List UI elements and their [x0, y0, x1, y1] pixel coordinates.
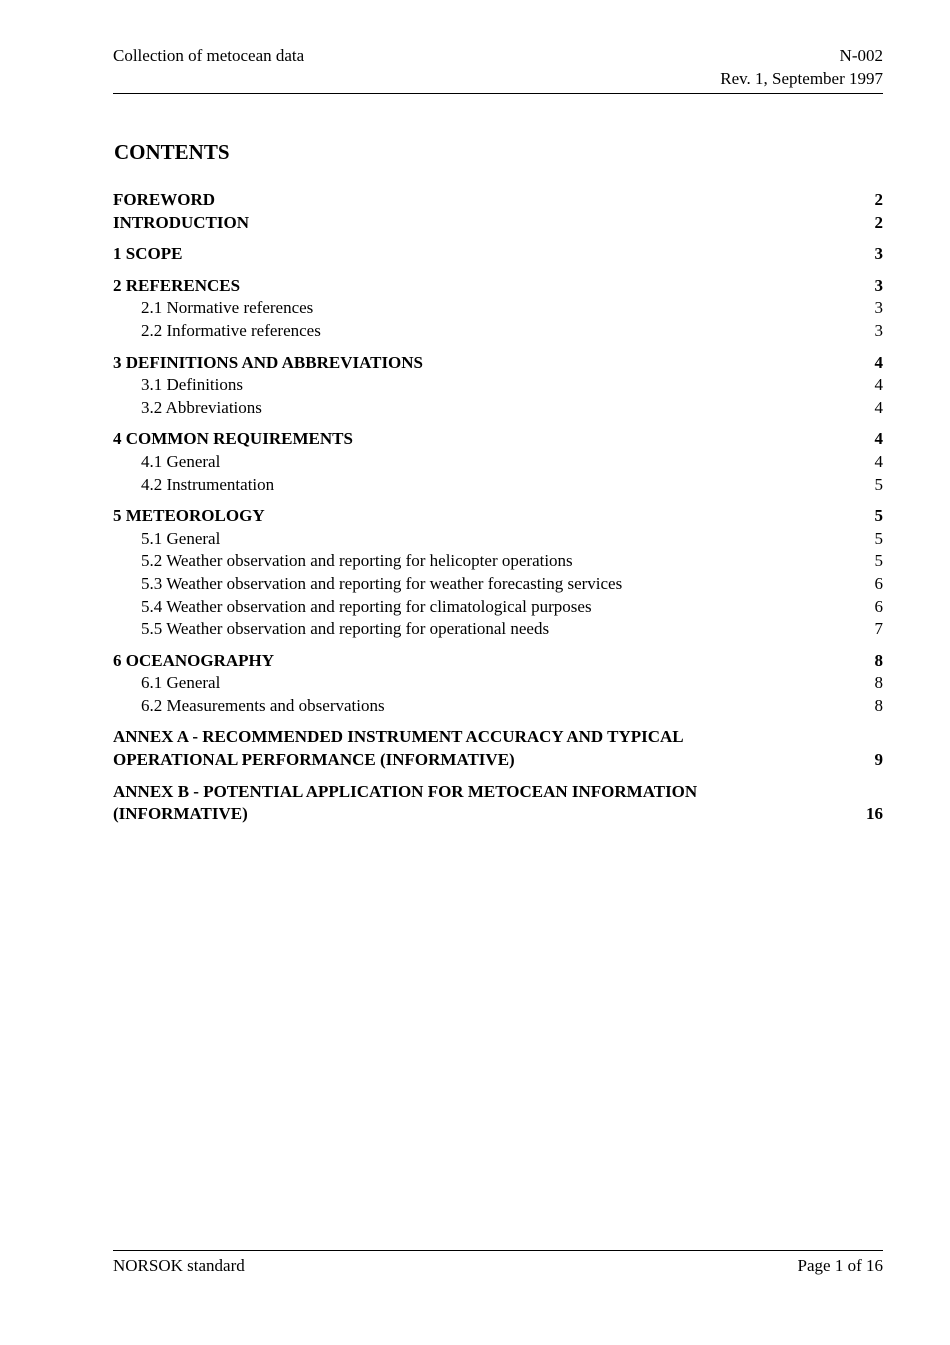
toc-group-common-requirements	[113, 428, 883, 496]
toc-page-number: 4	[874, 352, 883, 372]
toc-entry-meteorology[interactable]	[113, 505, 883, 528]
toc-page-number: 3	[874, 320, 883, 340]
toc-page-number: 16	[866, 804, 883, 824]
toc-entry-instrumentation[interactable]	[113, 474, 883, 497]
toc-page-number: 2	[874, 212, 883, 232]
toc-page-number: 9	[874, 750, 883, 770]
toc-entry-forecasting-services[interactable]	[113, 573, 883, 596]
toc-entry-oceanography-general[interactable]	[113, 672, 883, 695]
document-title: Collection of metocean data	[113, 46, 305, 65]
toc-page-number: 6	[874, 573, 883, 593]
toc-entry-oceanography[interactable]	[113, 650, 883, 673]
toc-page-number: 7	[874, 619, 883, 639]
toc-group-scope	[113, 243, 883, 266]
toc-entry-annex-b[interactable]	[113, 781, 883, 826]
toc-label: 2.1 Normative references	[141, 298, 314, 318]
toc-label: 3.2 Abbreviations	[141, 397, 262, 417]
toc-group-definitions	[113, 352, 883, 420]
toc-label: 3.1 Definitions	[141, 375, 243, 395]
toc-group-meteorology	[113, 505, 883, 641]
toc-page-number: 4	[874, 375, 883, 395]
toc-entry-informative-references[interactable]	[113, 320, 883, 343]
toc-page-number: 4	[874, 429, 883, 449]
toc-group-front	[113, 189, 883, 234]
revision-date: Rev. 1, September 1997	[720, 69, 883, 88]
toc-entry-annex-a[interactable]	[113, 726, 883, 771]
toc-label-line: ANNEX A - RECOMMENDED INSTRUMENT ACCURACY AND TYPICAL	[113, 727, 684, 747]
toc-label-line: (INFORMATIVE)	[113, 804, 248, 824]
toc-page-number: 5	[874, 528, 883, 548]
toc-entry-foreword[interactable]	[113, 189, 883, 212]
page-header	[113, 46, 883, 94]
toc-entry-helicopter-operations[interactable]	[113, 550, 883, 573]
toc-group-references	[113, 275, 883, 343]
toc-entry-climatological-purposes[interactable]	[113, 596, 883, 619]
toc-label	[113, 781, 697, 826]
toc-label: 4.1 General	[141, 451, 221, 471]
toc-page-number: 8	[874, 673, 883, 693]
footer-page-number: Page 1 of 16	[797, 1256, 883, 1275]
toc-label: 5.4 Weather observation and reporting for climatological purposes	[141, 596, 592, 616]
toc-label: INTRODUCTION	[113, 212, 250, 232]
toc-label: 2.2 Informative references	[141, 320, 321, 340]
toc-group-annex-a	[113, 726, 883, 771]
toc-label-line: OPERATIONAL PERFORMANCE (INFORMATIVE)	[113, 750, 515, 770]
toc-label: 1 SCOPE	[113, 244, 183, 264]
page-footer	[113, 1250, 883, 1275]
toc-entry-measurements-observations[interactable]	[113, 695, 883, 718]
toc-page-number: 5	[874, 506, 883, 526]
toc-entry-abbreviations[interactable]	[113, 397, 883, 420]
toc-page-number: 8	[874, 695, 883, 715]
toc-label	[113, 726, 684, 771]
toc-label: 5.5 Weather observation and reporting for operational needs	[141, 619, 550, 639]
toc-page-number: 4	[874, 397, 883, 417]
toc-label: 4 COMMON REQUIREMENTS	[113, 429, 353, 449]
toc-page-number: 4	[874, 451, 883, 471]
toc-entry-references[interactable]	[113, 275, 883, 298]
toc-label-line: ANNEX B - POTENTIAL APPLICATION FOR METOCEAN INFORMATION	[113, 781, 698, 801]
toc-entry-definitions[interactable]	[113, 374, 883, 397]
toc-entry-scope[interactable]	[113, 243, 883, 266]
toc-label: 5.1 General	[141, 528, 221, 548]
toc-label: 5 METEOROLOGY	[113, 506, 265, 526]
toc-label: 6.1 General	[141, 673, 221, 693]
toc-entry-general[interactable]	[113, 451, 883, 474]
toc-label: 6.2 Measurements and observations	[141, 695, 385, 715]
toc-page-number: 5	[874, 474, 883, 494]
toc-label: 5.3 Weather observation and reporting for weather forecasting services	[141, 573, 623, 593]
standard-code: N-002	[839, 46, 883, 65]
toc-label: 3 DEFINITIONS AND ABBREVIATIONS	[113, 352, 424, 372]
footer-standard-name: NORSOK standard	[113, 1256, 245, 1275]
toc-entry-meteorology-general[interactable]	[113, 528, 883, 551]
toc-entry-common-requirements[interactable]	[113, 428, 883, 451]
table-of-contents	[113, 189, 883, 835]
toc-page-number: 3	[874, 275, 883, 295]
toc-label: 4.2 Instrumentation	[141, 474, 275, 494]
toc-page-number: 5	[874, 551, 883, 571]
toc-page-number: 3	[874, 298, 883, 318]
toc-label: 5.2 Weather observation and reporting for helicopter operations	[141, 551, 573, 571]
toc-label: FOREWORD	[113, 190, 215, 209]
contents-heading: CONTENTS	[114, 140, 230, 164]
toc-page-number: 6	[874, 596, 883, 616]
toc-label: 6 OCEANOGRAPHY	[113, 650, 275, 670]
toc-entry-introduction[interactable]	[113, 212, 883, 235]
toc-entry-definitions-abbreviations[interactable]	[113, 352, 883, 375]
toc-entry-normative-references[interactable]	[113, 297, 883, 320]
toc-group-annex-b	[113, 781, 883, 826]
toc-group-oceanography	[113, 650, 883, 718]
toc-page-number: 3	[874, 244, 883, 264]
toc-page-number: 8	[874, 650, 883, 670]
toc-label: 2 REFERENCES	[113, 275, 241, 295]
toc-entry-operational-needs[interactable]	[113, 618, 883, 641]
toc-page-number: 2	[874, 190, 883, 209]
